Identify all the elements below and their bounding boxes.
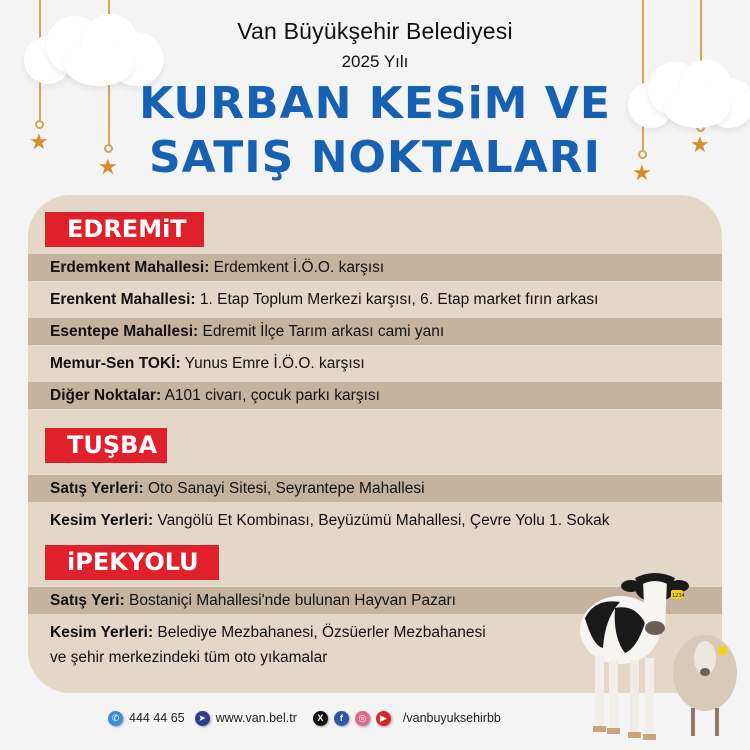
list-item bbox=[28, 507, 722, 534]
website-link[interactable]: www.van.bel.tr bbox=[215, 711, 297, 725]
row-value: Belediye Mezbahanesi, Özsüerler Mezbahanesi bbox=[153, 624, 486, 641]
row-value: Oto Sanayi Sitesi, Seyrantepe Mahallesi bbox=[143, 480, 425, 497]
cow-ear-tag: 1234 bbox=[672, 593, 685, 599]
star-icon: ★ bbox=[29, 129, 49, 154]
organization-name: Van Büyükşehir Belediyesi bbox=[237, 18, 513, 44]
row-key: Esentepe Mahallesi: bbox=[50, 323, 199, 340]
row-value: Erdemkent İ.Ö.O. karşısı bbox=[209, 259, 385, 276]
year-label: 2025 Yılı bbox=[341, 52, 409, 71]
facebook-icon[interactable]: f bbox=[334, 711, 349, 726]
row-key: Satış Yeri: bbox=[50, 592, 125, 609]
row-value: Bostaniçi Mahallesi'nde bulunan Hayvan Pazarı bbox=[124, 592, 456, 609]
row-key: Satış Yerleri: bbox=[50, 480, 144, 497]
social-handle[interactable]: /vanbuyuksehirbb bbox=[402, 711, 501, 725]
instagram-icon[interactable]: ◎ bbox=[355, 711, 370, 726]
row-value-continued: ve şehir merkezindeki tüm oto yıkamalar bbox=[50, 649, 328, 666]
list-item bbox=[28, 254, 722, 281]
section-badge-ipekyolu: iPEKYOLU bbox=[45, 545, 219, 580]
list-item bbox=[28, 318, 722, 345]
row-value: Edremit İlçe Tarım arkası cami yanı bbox=[198, 323, 445, 340]
star-icon: ★ bbox=[632, 160, 652, 185]
row-key: Diğer Noktalar: bbox=[50, 387, 162, 404]
section-badge-edremit: EDREMiT bbox=[45, 212, 204, 247]
row-key: Memur-Sen TOKİ: bbox=[50, 355, 181, 372]
cow-and-sheep-illustration bbox=[575, 568, 750, 745]
row-value: 1. Etap Toplum Merkezi karşısı, 6. Etap market fırın arkası bbox=[195, 291, 599, 308]
row-value: A101 civarı, çocuk parkı karşısı bbox=[161, 387, 380, 404]
x-icon[interactable]: X bbox=[313, 711, 328, 726]
list-item bbox=[28, 382, 722, 409]
row-value: Vangölü Et Kombinası, Beyüzümü Mahallesi, Çevre Yolu 1. Sokak bbox=[153, 512, 610, 529]
title-line-1: KURBAN KESiM VE bbox=[139, 78, 611, 129]
list-item bbox=[28, 475, 722, 502]
row-key: Erenkent Mahallesi: bbox=[50, 291, 196, 308]
row-key: Kesim Yerleri: bbox=[50, 624, 154, 641]
star-icon: ★ bbox=[690, 132, 710, 157]
title-line-2: SATIŞ NOKTALARI bbox=[148, 132, 602, 183]
row-value: Yunus Emre İ.Ö.O. karşısı bbox=[180, 355, 365, 372]
row-key: Erdemkent Mahallesi: bbox=[50, 259, 210, 276]
row-key: Kesim Yerleri: bbox=[50, 512, 154, 529]
list-item bbox=[28, 350, 722, 377]
cursor-icon: ➤ bbox=[195, 711, 210, 726]
star-icon: ★ bbox=[98, 154, 118, 179]
contact-footer bbox=[108, 708, 501, 728]
list-item bbox=[28, 286, 722, 313]
section-badge-tusba: TUŞBA bbox=[45, 428, 167, 463]
phone-number[interactable]: 444 44 65 bbox=[129, 711, 185, 725]
youtube-icon[interactable]: ▶ bbox=[376, 711, 391, 726]
phone-icon: ✆ bbox=[108, 711, 123, 726]
